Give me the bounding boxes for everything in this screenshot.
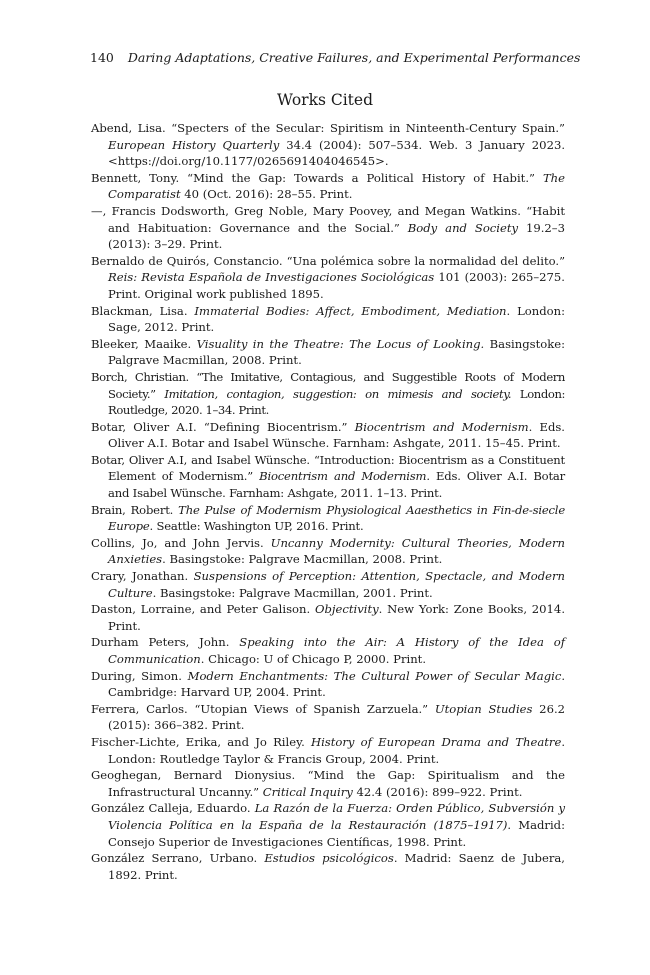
reference-title-italic: Reis: Revista Española de Investigaciones Sociológicas — [108, 270, 435, 285]
reference-text: Crary, Jonathan. — [91, 569, 194, 584]
reference-entry — [91, 850, 565, 883]
reference-title-italic: La Razón de la Fuerza: Orden Público, Subversión y Violencia Política en la España de la Restauración (1875–1917) — [108, 801, 565, 832]
reference-text: 40 (Oct. 2016): 28–55. Print. — [180, 187, 353, 202]
reference-text: . Eds. Oliver A.I. Botar and Isabel Wünsche. Farnham: Ashgate, 2011. 1–13. Print. — [108, 469, 565, 501]
reference-text: Fischer-Lichte, Erika, and Jo Riley. — [91, 734, 311, 749]
reference-entry — [91, 369, 565, 419]
reference-text: González Serrano, Urbano. — [91, 851, 265, 866]
reference-text: . Chicago: U of Chicago P, 2000. Print. — [200, 652, 427, 666]
reference-text: . Cambridge: Harvard UP, 2004. Print. — [108, 668, 566, 700]
reference-text: Blackman, Lisa. — [91, 303, 195, 318]
reference-text: Daston, Lorraine, and Peter Galison. — [91, 602, 315, 617]
reference-text: 42.4 (2016): 899–922. Print. — [352, 784, 523, 799]
reference-title-italic: Modern Enchantments: The Cultural Power of Secular Magic — [187, 668, 562, 683]
reference-text: . Eds. Oliver A.I. Botar and Isabel Wünsche. Farnham: Ashgate, 2011. 15–45. Print. — [108, 419, 565, 451]
reference-text: González Calleja, Eduardo. — [91, 801, 255, 816]
reference-entry — [91, 253, 565, 303]
reference-entry — [91, 634, 565, 667]
reference-entry — [91, 601, 565, 634]
reference-text: Ferrera, Carlos. “Utopian Views of Spanish Zarzuela.” — [91, 701, 435, 716]
reference-entry — [91, 800, 565, 850]
reference-text: . New York: Zone Books, 2014. Print. — [108, 602, 565, 633]
reference-text: Collins, Jo, and John Jervis. — [91, 535, 271, 550]
works-cited-list — [91, 120, 565, 883]
reference-text: . Seattle: Washington UP, 2016. Print. — [149, 519, 364, 534]
reference-text: 26.2 (2015): 366–382. Print. — [108, 701, 566, 733]
reference-entry — [91, 170, 565, 203]
reference-entry — [91, 203, 565, 253]
reference-text: Botar, Oliver A.I. “Defining Biocentrism.” — [91, 419, 355, 434]
reference-text: 19.2–3 (2013): 3–29. Print. — [108, 220, 565, 252]
reference-entry — [91, 419, 565, 452]
reference-title-italic: Critical Inquiry — [262, 784, 353, 799]
reference-text: . London: Sage, 2012. Print. — [108, 303, 565, 335]
section-title: Works Cited — [276, 91, 374, 109]
reference-title-italic: Estudios psicológicos — [264, 851, 394, 866]
reference-text: Botar, Oliver A.I, and Isabel Wünsche. “Introduction: Biocentrism as a Constituent Element of Modernism.” — [91, 452, 565, 484]
reference-entry — [91, 303, 565, 336]
reference-text: Basingstoke: Palgrave Macmillan, 2008. Print. — [108, 336, 565, 368]
reference-title-italic: Body and Society — [407, 220, 519, 235]
reference-entry — [91, 568, 565, 601]
reference-title-italic: The Comparatist — [108, 170, 565, 202]
reference-entry — [91, 502, 565, 535]
reference-title-italic: Objectivity — [314, 602, 379, 617]
reference-text: . Basingstoke: Palgrave Macmillan, 2008. Print. — [162, 552, 443, 567]
reference-text: —, Francis Dodsworth, Greg Noble, Mary Poovey, and Megan Watkins. “Habit and Habituation: Governance and the Social.” — [91, 203, 565, 235]
reference-text: . Basingstoke: Palgrave Macmillan, 2001. Print. — [152, 585, 433, 600]
running-head-title: Daring Adaptations, Creative Failures, and Experimental Performances — [127, 50, 581, 65]
reference-entry — [91, 734, 565, 767]
reference-text: Abend, Lisa. “Specters of the Secular: Spiritism in Ninteenth-Century Spain.” — [91, 121, 565, 135]
reference-text: Durham Peters, John. — [91, 635, 240, 650]
reference-text: 34.4 (2004): 507–534. Web. 3 January 2023. <https://doi.org/10.1177/0265691404046545>. — [108, 137, 566, 169]
reference-entry — [91, 767, 565, 800]
reference-text: 101 (2003): 265–275. Print. Original work published 1895. — [108, 270, 565, 301]
reference-title-italic: Suspensions of Perception: Attention, Spectacle, and Modern Culture — [108, 569, 565, 600]
reference-text: Brain, Robert. — [91, 502, 179, 517]
reference-text: Bleeker, Maaike. — [91, 336, 197, 351]
reference-title-italic: Immaterial Bodies: Affect, Embodiment, Mediation — [194, 303, 507, 318]
reference-title-italic: Biocentrism and Modernism — [354, 419, 529, 434]
reference-title-italic: European History Quarterly — [108, 137, 280, 152]
reference-title-italic: Imitation, contagion, suggestion: on mimesis and society. — [164, 386, 512, 401]
reference-text: Borch, Christian. “The Imitative, Contagious, and Suggestible Roots of Modern Society.” — [91, 369, 565, 401]
reference-title-italic: Uncanny Modernity: Cultural Theories, Modern Anxieties — [108, 535, 565, 567]
reference-text: Bernaldo de Quirós, Constancio. “Una polémica sobre la normalidad del delito.” — [91, 253, 565, 268]
reference-title-italic: The Pulse of Modernism Physiological Aaesthetics in Fin-de-siecle Europe — [108, 502, 565, 534]
reference-text: . Madrid: Saenz de Jubera, 1892. Print. — [108, 851, 565, 882]
reference-entry — [91, 535, 565, 568]
reference-title-italic: Utopian Studies — [434, 701, 533, 716]
running-head — [90, 50, 581, 66]
reference-entry — [91, 701, 565, 734]
reference-text: During, Simon. — [91, 668, 188, 683]
reference-title-italic: Visuality in the Theatre: The Locus of Looking. — [196, 336, 485, 351]
reference-title-italic: Biocentrism and Modernism — [259, 469, 427, 484]
reference-title-italic: History of European Drama and Theatre — [310, 734, 562, 749]
reference-text: Geoghegan, Bernard Dionysius. “Mind the Gap: Spiritualism and the Infrastructural Uncanny.” — [91, 768, 565, 799]
reference-text: Bennett, Tony. “Mind the Gap: Towards a Political History of Habit.” — [91, 170, 543, 185]
page-number: 140 — [90, 50, 114, 65]
reference-entry — [91, 336, 565, 369]
reference-text: London: Routledge, 2020. 1–34. Print. — [108, 386, 566, 418]
reference-text: . London: Routledge Taylor & Francis Group, 2004. Print. — [108, 734, 565, 766]
reference-entry — [91, 452, 565, 502]
reference-entry — [91, 120, 565, 170]
reference-text: . Madrid: Consejo Superior de Investigaciones Científicas, 1998. Print. — [108, 817, 565, 849]
reference-entry — [91, 668, 565, 701]
reference-title-italic: Speaking into the Air: A History of the Idea of Communication — [108, 635, 565, 666]
